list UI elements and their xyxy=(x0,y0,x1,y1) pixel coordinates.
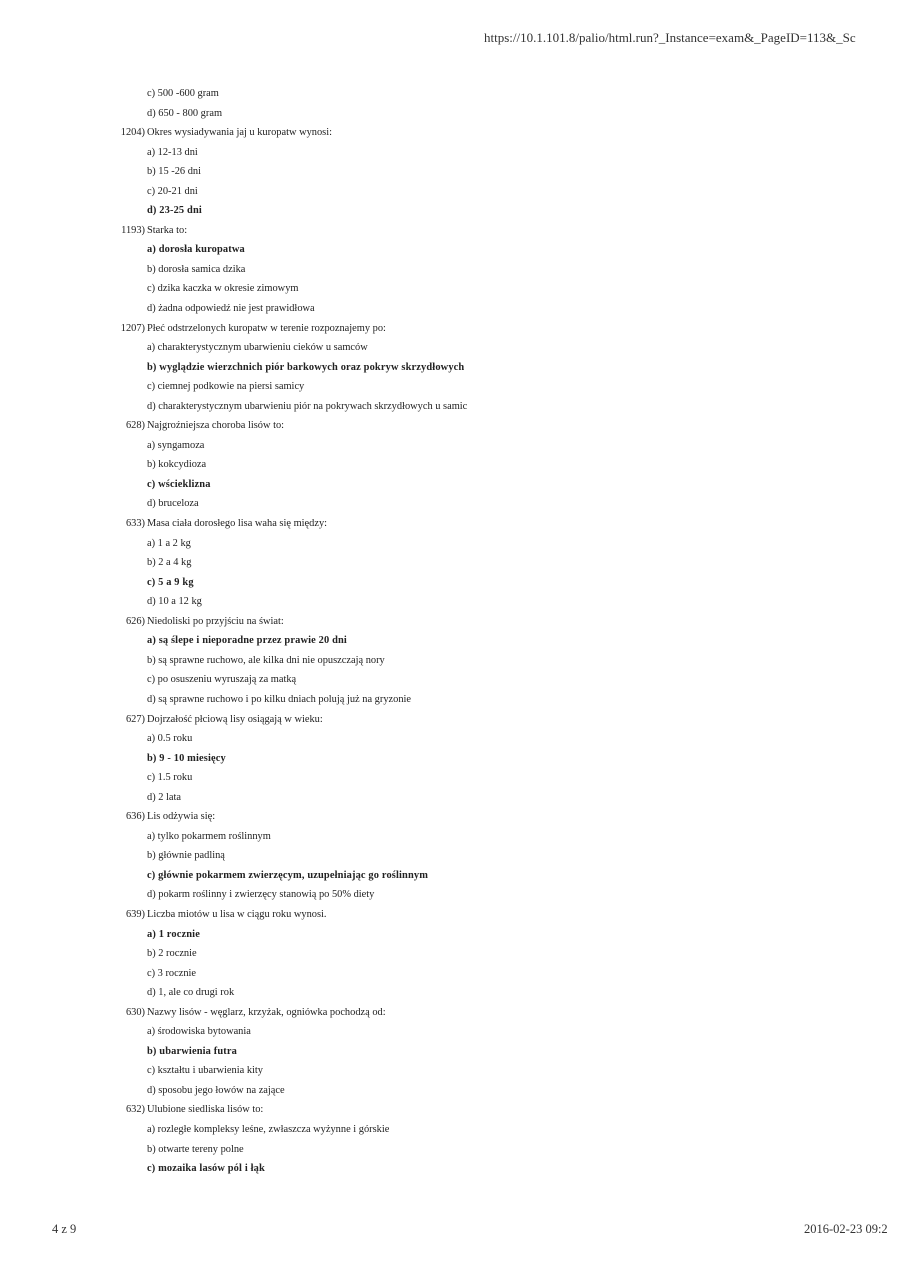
answer-option-text: c) dzika kaczka w okresie zimowym xyxy=(147,283,299,295)
answer-option xyxy=(0,592,898,612)
question-text: Ulubione siedliska lisów to: xyxy=(147,1104,264,1116)
question-header xyxy=(0,416,898,436)
question-header xyxy=(0,710,898,730)
answer-option-correct xyxy=(0,749,898,769)
answer-option xyxy=(0,436,898,456)
answer-option-correct xyxy=(0,1042,898,1062)
question-header xyxy=(0,1003,898,1023)
answer-option xyxy=(0,494,898,514)
question-text: Liczba miotów u lisa w ciągu roku wynosi. xyxy=(147,908,327,920)
answer-option-text: d) pokarm roślinny i zwierzęcy stanowią po 50% diety xyxy=(147,889,375,901)
answer-option-correct xyxy=(0,240,898,260)
question-header xyxy=(0,123,898,143)
answer-option-correct xyxy=(0,631,898,651)
answer-option-text: d) 10 a 12 kg xyxy=(147,596,202,608)
answer-option-correct xyxy=(0,925,898,945)
question-number: 636) xyxy=(125,811,145,823)
answer-option xyxy=(0,729,898,749)
answer-option-correct xyxy=(0,358,898,378)
question-number: 633) xyxy=(125,518,145,530)
question-text: Okres wysiadywania jaj u kuropatw wynosi: xyxy=(147,127,332,139)
question-text: Dojrzałość płciową lisy osiągają w wieku: xyxy=(147,713,323,725)
answer-option xyxy=(0,104,898,124)
answer-option xyxy=(0,397,898,417)
question-text: Najgroźniejsza choroba lisów to: xyxy=(147,420,285,432)
answer-option-text: d) bruceloza xyxy=(147,498,199,510)
question-header xyxy=(0,807,898,827)
question-number: 627) xyxy=(125,713,145,725)
question-number: 1207) xyxy=(120,322,145,334)
answer-option xyxy=(0,964,898,984)
answer-option xyxy=(0,983,898,1003)
answer-option-text: c) wścieklizna xyxy=(147,478,211,490)
answer-option xyxy=(0,260,898,280)
answer-option-text: d) 2 lata xyxy=(147,791,182,803)
answer-option-text: d) są sprawne ruchowo i po kilku dniach polują już na gryzonie xyxy=(147,693,412,705)
answer-option-text: a) charakterystycznym ubarwieniu cieków u samców xyxy=(147,342,368,354)
question-header xyxy=(0,1100,898,1120)
question-text: Starka to: xyxy=(147,224,188,236)
answer-option-text: a) 0.5 roku xyxy=(147,733,193,745)
answer-option-text: c) po osuszeniu wyruszają za matką xyxy=(147,674,297,686)
answer-option-text: c) 20-21 dni xyxy=(147,185,198,197)
page-url: https://10.1.101.8/palio/html.run?_Instance=exam&_PageID=113&_Sc xyxy=(484,30,856,45)
answer-option xyxy=(0,846,898,866)
answer-option xyxy=(0,670,898,690)
answer-option-text: b) dorosła samica dzika xyxy=(147,263,246,275)
answer-option-text: a) środowiska bytowania xyxy=(147,1026,251,1038)
answer-option xyxy=(0,768,898,788)
answer-option-text: d) 23-25 dni xyxy=(147,205,202,217)
answer-option-text: a) tylko pokarmem roślinnym xyxy=(147,830,271,842)
answer-option xyxy=(0,182,898,202)
answer-option-text: c) 1.5 roku xyxy=(147,772,193,784)
answer-option xyxy=(0,143,898,163)
answer-option-text: b) 9 - 10 miesięcy xyxy=(147,752,226,764)
answer-option xyxy=(0,338,898,358)
answer-option-text: d) charakterystycznym ubarwieniu piór na pokrywach skrzydłowych u samic xyxy=(147,400,468,412)
answer-option-text: a) dorosła kuropatwa xyxy=(147,244,245,256)
question-number: 639) xyxy=(125,908,145,920)
answer-option-text: a) są ślepe i nieporadne przez prawie 20 dni xyxy=(147,635,347,647)
exam-question-list xyxy=(0,84,898,1179)
answer-option-text: c) kształtu i ubarwienia kity xyxy=(147,1065,263,1077)
answer-option-text: c) 3 rocznie xyxy=(147,967,197,979)
answer-option-correct xyxy=(0,201,898,221)
answer-option-correct xyxy=(0,1159,898,1179)
answer-option xyxy=(0,1140,898,1160)
answer-option-text: b) kokcydioza xyxy=(147,459,207,471)
answer-option-text: b) ubarwienia futra xyxy=(147,1045,238,1057)
answer-option-text: d) 1, ale co drugi rok xyxy=(147,987,235,999)
question-number: 630) xyxy=(125,1006,145,1018)
question-text: Płeć odstrzelonych kuropatw w terenie rozpoznajemy po: xyxy=(147,322,386,334)
answer-option xyxy=(0,84,898,104)
answer-option-correct xyxy=(0,573,898,593)
answer-option xyxy=(0,455,898,475)
question-header xyxy=(0,514,898,534)
answer-option xyxy=(0,788,898,808)
page-counter: 4 z 9 xyxy=(52,1222,77,1236)
answer-option xyxy=(0,553,898,573)
answer-option-correct xyxy=(0,866,898,886)
question-number: 632) xyxy=(125,1104,145,1116)
answer-option-text: a) rozległe kompleksy leśne, zwłaszcza wyżynne i górskie xyxy=(147,1123,390,1135)
answer-option xyxy=(0,377,898,397)
answer-option xyxy=(0,690,898,710)
question-header xyxy=(0,319,898,339)
question-header xyxy=(0,905,898,925)
question-number: 628) xyxy=(125,420,145,432)
question-header xyxy=(0,612,898,632)
answer-option-text: c) 5 a 9 kg xyxy=(147,576,194,588)
answer-option xyxy=(0,1120,898,1140)
answer-option-text: d) żadna odpowiedź nie jest prawidłowa xyxy=(147,303,315,315)
answer-option-text: a) 1 rocznie xyxy=(147,928,200,940)
answer-option-text: b) otwarte tereny polne xyxy=(147,1143,244,1155)
answer-option xyxy=(0,1022,898,1042)
question-number: 1193) xyxy=(121,224,145,236)
answer-option-text: b) 2 rocznie xyxy=(147,948,197,960)
answer-option xyxy=(0,1081,898,1101)
question-text: Lis odżywia się: xyxy=(147,811,216,823)
answer-option-text: c) ciemnej podkowie na piersi samicy xyxy=(147,381,305,393)
answer-option-text: a) 1 a 2 kg xyxy=(147,537,191,549)
answer-option-text: a) 12-13 dni xyxy=(147,146,198,158)
answer-option-text: d) sposobu jego łowów na zające xyxy=(147,1084,285,1096)
answer-option xyxy=(0,162,898,182)
answer-option-text: c) głównie pokarmem zwierzęcym, uzupełniając go roślinnym xyxy=(147,869,429,881)
answer-option xyxy=(0,827,898,847)
question-text: Nazwy lisów - węglarz, krzyżak, ogniówka pochodzą od: xyxy=(147,1006,386,1018)
answer-option-text: c) 500 -600 gram xyxy=(147,88,219,99)
answer-option xyxy=(0,534,898,554)
answer-option xyxy=(0,944,898,964)
answer-option xyxy=(0,885,898,905)
answer-option xyxy=(0,279,898,299)
answer-option-text: d) 650 - 800 gram xyxy=(147,107,223,119)
answer-option-correct xyxy=(0,475,898,495)
answer-option xyxy=(0,651,898,671)
print-timestamp: 2016-02-23 09:2 xyxy=(804,1222,888,1236)
answer-option xyxy=(0,299,898,319)
question-header xyxy=(0,221,898,241)
answer-option-text: b) 2 a 4 kg xyxy=(147,557,192,569)
answer-option-text: c) mozaika lasów pól i łąk xyxy=(147,1163,265,1175)
question-number: 626) xyxy=(125,615,145,627)
question-number: 1204) xyxy=(120,127,145,139)
answer-option-text: b) głównie padliną xyxy=(147,850,225,862)
answer-option-text: a) syngamoza xyxy=(147,439,205,451)
question-text: Masa ciała dorosłego lisa waha się między: xyxy=(147,518,328,530)
answer-option-text: b) są sprawne ruchowo, ale kilka dni nie opuszczają nory xyxy=(147,654,385,666)
question-text: Niedoliski po przyjściu na świat: xyxy=(147,615,284,627)
answer-option xyxy=(0,1061,898,1081)
answer-option-text: b) wyglądzie wierzchnich piór barkowych oraz pokryw skrzydłowych xyxy=(147,361,465,373)
answer-option-text: b) 15 -26 dni xyxy=(147,166,201,178)
